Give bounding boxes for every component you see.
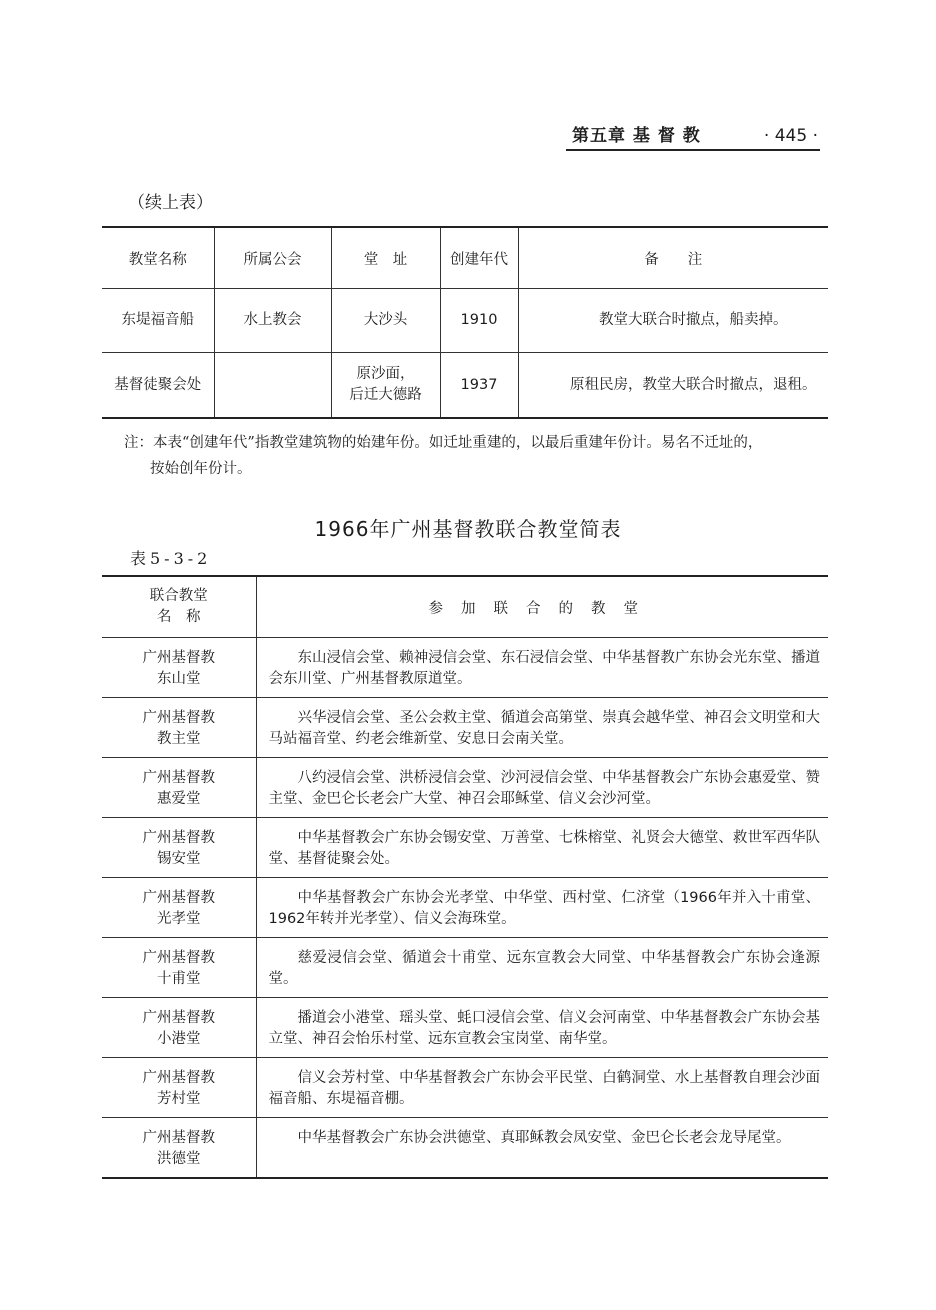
column-header: 备 注 xyxy=(518,227,828,289)
name-line: 广州基督教 xyxy=(142,830,215,846)
column-header xyxy=(102,576,256,638)
name-line: 芳村堂 xyxy=(157,1091,201,1107)
table-row xyxy=(102,353,828,419)
name-line: 教主堂 xyxy=(157,731,201,747)
address-line: 后迁大德路 xyxy=(349,387,422,403)
church-address xyxy=(331,289,440,353)
remark: 原租民房，教堂大联合时撤点，退租。 xyxy=(518,353,828,419)
name-line: 光孝堂 xyxy=(157,911,201,927)
united-church-name xyxy=(102,1118,256,1178)
member-churches: 八约浸信会堂、洪桥浸信会堂、沙河浸信会堂、中华基督教会广东协会惠爱堂、赞主堂、金巴仑长老会广大堂、神召会耶稣堂、信义会沙河堂。 xyxy=(256,758,828,818)
footnote-line: 按始创年份计。 xyxy=(150,461,252,477)
header-line: 名 称 xyxy=(157,609,201,625)
table-title: 1966年广州基督教联合教堂简表 xyxy=(314,517,622,541)
chapter-title: 第五章 基 督 教 xyxy=(572,126,701,146)
table-row xyxy=(102,698,828,758)
member-churches: 东山浸信会堂、赖神浸信会堂、东石浸信会堂、中华基督教广东协会光东堂、播道会东川堂、广州基督教原道堂。 xyxy=(256,638,828,698)
table-row xyxy=(102,878,828,938)
footnote-line: 注：本表“创建年代”指教堂建筑物的始建年份。如迁址重建的，以最后重建年份计。易名不迁址的， xyxy=(124,435,763,451)
united-church-name xyxy=(102,698,256,758)
member-churches: 中华基督教会广东协会锡安堂、万善堂、七株榕堂、礼贤会大德堂、救世军西华队堂、基督徒聚会处。 xyxy=(256,818,828,878)
name-line: 广州基督教 xyxy=(142,1010,215,1026)
name-line: 洪德堂 xyxy=(157,1151,201,1167)
united-church-name xyxy=(102,758,256,818)
name-line: 广州基督教 xyxy=(142,1070,215,1086)
church-table-continued xyxy=(102,226,828,419)
united-church-name xyxy=(102,638,256,698)
church-name: 东堤福音船 xyxy=(102,289,214,353)
table-row xyxy=(102,938,828,998)
name-line: 广州基督教 xyxy=(142,710,215,726)
column-header: 参加联合的教堂 xyxy=(256,576,828,638)
member-churches: 中华基督教会广东协会洪德堂、真耶稣教会凤安堂、金巴仑长老会龙导尾堂。 xyxy=(256,1118,828,1178)
name-line: 广州基督教 xyxy=(142,770,215,786)
member-churches: 中华基督教会广东协会光孝堂、中华堂、西村堂、仁济堂（1966年并入十甫堂、1962年转并光孝堂）、信义会海珠堂。 xyxy=(256,878,828,938)
name-line: 广州基督教 xyxy=(142,1130,215,1146)
address-line: 原沙面， xyxy=(356,366,415,382)
name-line: 广州基督教 xyxy=(142,650,215,666)
table-row xyxy=(102,998,828,1058)
denomination: 水上教会 xyxy=(214,289,331,353)
united-church-name xyxy=(102,1058,256,1118)
united-churches-table xyxy=(102,575,828,1179)
united-church-name xyxy=(102,998,256,1058)
page-number: · 445 · xyxy=(763,126,818,146)
church-name: 基督徒聚会处 xyxy=(102,353,214,419)
table-row xyxy=(102,289,828,353)
table-row xyxy=(102,638,828,698)
founding-year: 1910 xyxy=(440,289,518,353)
name-line: 小港堂 xyxy=(157,1031,201,1047)
column-header: 堂 址 xyxy=(331,227,440,289)
column-header: 创建年代 xyxy=(440,227,518,289)
table-row xyxy=(102,1118,828,1178)
member-churches: 信义会芳村堂、中华基督教会广东协会平民堂、白鹤洞堂、水上基督教自理会沙面福音船、东堤福音棚。 xyxy=(256,1058,828,1118)
member-churches: 兴华浸信会堂、圣公会救主堂、循道会高第堂、崇真会越华堂、神召会文明堂和大马站福音堂、约老会维新堂、安息日会南关堂。 xyxy=(256,698,828,758)
table-header-row xyxy=(102,227,828,289)
table-footnote xyxy=(124,430,836,482)
column-header: 所属公会 xyxy=(214,227,331,289)
church-address xyxy=(331,353,440,419)
table-number: 表5-3-2 xyxy=(130,549,212,568)
united-church-name xyxy=(102,878,256,938)
member-churches: 慈爱浸信会堂、循道会十甫堂、远东宣教会大同堂、中华基督教会广东协会逢源堂。 xyxy=(256,938,828,998)
table-row xyxy=(102,818,828,878)
column-header: 教堂名称 xyxy=(102,227,214,289)
remark: 教堂大联合时撤点，船卖掉。 xyxy=(518,289,828,353)
name-line: 广州基督教 xyxy=(142,950,215,966)
continued-label: （续上表） xyxy=(128,193,213,213)
name-line: 十甫堂 xyxy=(157,971,201,987)
name-line: 锡安堂 xyxy=(157,851,201,867)
table-row xyxy=(102,1058,828,1118)
table-header-row xyxy=(102,576,828,638)
name-line: 东山堂 xyxy=(157,671,201,687)
denomination xyxy=(214,353,331,419)
founding-year: 1937 xyxy=(440,353,518,419)
united-church-name xyxy=(102,818,256,878)
member-churches: 播道会小港堂、瑶头堂、蚝口浸信会堂、信义会河南堂、中华基督教会广东协会基立堂、神召会怡乐村堂、远东宣教会宝岗堂、南华堂。 xyxy=(256,998,828,1058)
name-line: 惠爱堂 xyxy=(157,791,201,807)
name-line: 广州基督教 xyxy=(142,890,215,906)
table-row xyxy=(102,758,828,818)
header-line: 联合教堂 xyxy=(149,588,208,604)
running-head xyxy=(566,125,820,151)
address-line: 大沙头 xyxy=(363,312,408,328)
united-church-name xyxy=(102,938,256,998)
